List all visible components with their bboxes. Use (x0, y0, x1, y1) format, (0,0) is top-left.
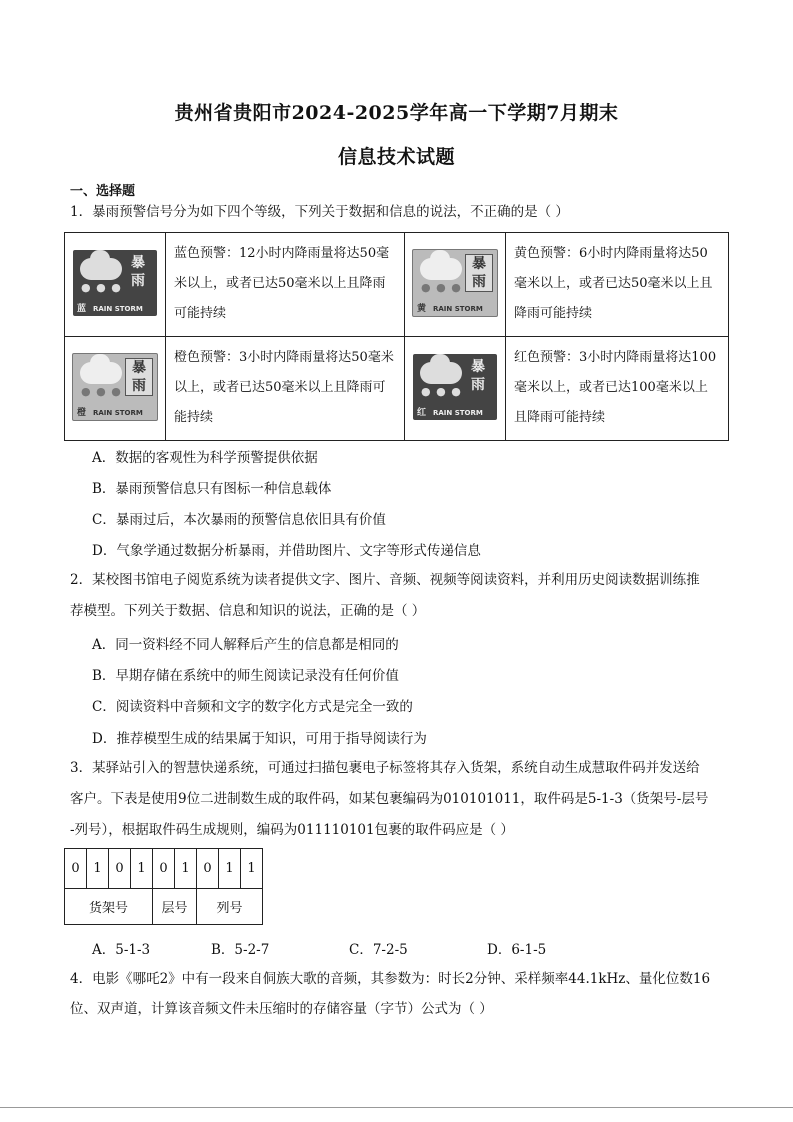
question-4-stem-line1: 4．电影《哪吒2》中有一段来自侗族大歌的音频，其参数为：时长2分钟、采样频率44.1kHz、量化位数16 (70, 971, 711, 987)
shelf-label: 货架号 (65, 889, 153, 925)
q2-option-b[interactable]: B．早期存储在系统中的师生阅读记录没有任何价值 (92, 668, 399, 684)
exam-title: 贵州省贵阳市2024-2025学年高一下学期7月期末 (174, 102, 619, 124)
q2-option-c[interactable]: C．阅读资料中音频和文字的数字化方式是完全一致的 (92, 699, 413, 715)
question-4-stem-line2: 位、双声道，计算该音频文件未压缩时的存储容量（字节）公式为（ ） (70, 1001, 493, 1017)
question-2-stem-line1: 2．某校图书馆电子阅览系统为读者提供文字、图片、音频、视频等阅读资料，并利用历史阅读数据训练推 (70, 572, 700, 588)
bit-cell: 1 (87, 849, 109, 889)
bit-cell: 0 (109, 849, 131, 889)
rainstorm-blue-signal-icon: ● ● ● 暴 雨 蓝 RAIN STORM (73, 250, 157, 316)
bit-cell: 0 (65, 849, 87, 889)
rainstorm-red-signal-icon: ● ● ● 暴 雨 红 RAIN STORM (413, 354, 497, 420)
rainstorm-orange-signal-icon: ● ● ● 暴 雨 橙 RAIN STORM (72, 353, 158, 421)
question-3-stem-line3: -列号），根据取件码生成规则，编码为011110101包裹的取件码应是（ ） (70, 822, 514, 838)
q1-option-d[interactable]: D．气象学通过数据分析暴雨，并借助图片、文字等形式传递信息 (92, 543, 481, 559)
q1-option-c[interactable]: C．暴雨过后，本次暴雨的预警信息依旧具有价值 (92, 512, 386, 528)
exam-subtitle: 信息技术试题 (337, 146, 455, 168)
q3-option-a[interactable]: A．5-1-3 (92, 942, 151, 958)
q3-option-b[interactable]: B．5-2-7 (211, 942, 270, 958)
section-heading: 一、选择题 (70, 184, 136, 199)
q3-option-d[interactable]: D．6-1-5 (487, 942, 547, 958)
bit-cell: 1 (175, 849, 197, 889)
bit-cell: 0 (153, 849, 175, 889)
q1-option-a[interactable]: A．数据的客观性为科学预警提供依据 (92, 450, 318, 466)
q2-option-a[interactable]: A．同一资料经不同人解释后产生的信息都是相同的 (92, 637, 399, 653)
question-2-stem-line2: 荐模型。下列关于数据、信息和知识的说法，正确的是（ ） (70, 603, 426, 619)
page-bottom-rule (0, 1107, 793, 1108)
q2-option-d[interactable]: D．推荐模型生成的结果属于知识，可用于指导阅读行为 (92, 731, 427, 747)
signal-description: 蓝色预警：12小时内降雨量将达50毫米以上，或者已达50毫米以上且降雨可能持续 (166, 233, 405, 337)
signal-description: 黄色预警：6小时内降雨量将达50毫米以上，或者已达50毫米以上且降雨可能持续 (506, 233, 729, 337)
bit-cell: 1 (219, 849, 241, 889)
signal-description: 红色预警：3小时内降雨量将达100毫米以上，或者已达100毫米以上且降雨可能持续 (506, 337, 729, 441)
column-label: 列号 (197, 889, 263, 925)
signal-description: 橙色预警：3小时内降雨量将达50毫米以上，或者已达50毫米以上且降雨可能持续 (166, 337, 405, 441)
question-3-stem-line1: 3．某驿站引入的智慧快递系统，可通过扫描包裹电子标签将其存入货架，系统自动生成慧取件码并发送给 (70, 760, 700, 776)
bit-cell: 1 (131, 849, 153, 889)
signal-cell (65, 337, 166, 441)
q1-option-b[interactable]: B．暴雨预警信息只有图标一种信息载体 (92, 481, 332, 497)
question-3-stem-line2: 客户。下表是使用9位二进制数生成的取件码，如某包裹编码为010101011，取件码是5-1-3（货架号-层号 (70, 791, 709, 807)
question-1-stem: 1．暴雨预警信号分为如下四个等级，下列关于数据和信息的说法，不正确的是（ ） (70, 204, 569, 220)
signal-cell (405, 233, 506, 337)
bit-cell: 0 (197, 849, 219, 889)
bit-cell: 1 (241, 849, 263, 889)
warning-signal-table (64, 232, 729, 441)
q3-option-c[interactable]: C．7-2-5 (349, 942, 408, 958)
binary-code-table (64, 848, 263, 925)
rainstorm-yellow-signal-icon: ● ● ● 暴 雨 黄 RAIN STORM (412, 249, 498, 317)
layer-label: 层号 (153, 889, 197, 925)
signal-cell (65, 233, 166, 337)
signal-cell (405, 337, 506, 441)
